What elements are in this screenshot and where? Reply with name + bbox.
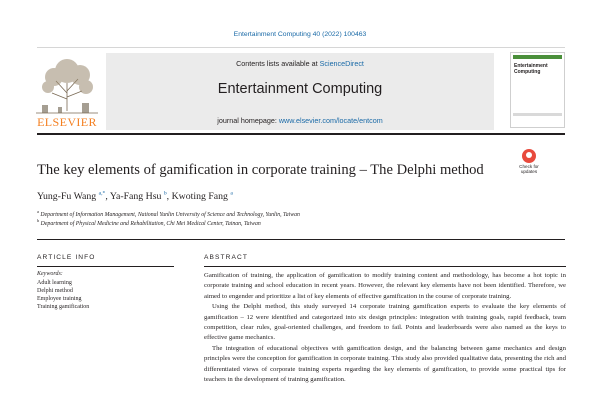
affiliation-text: Department of Physical Medicine and Rehabilitation, Chi Mei Medical Center, Tainan, Taiwan xyxy=(40,221,261,227)
keyword-item: Employee training xyxy=(37,296,82,302)
article-info-divider xyxy=(37,266,174,267)
check-updates-line2: updates xyxy=(520,169,538,175)
article-info-heading: ARTICLE INFO xyxy=(37,254,96,261)
keyword-item: Adult learning xyxy=(37,280,72,286)
keyword-item: Delphi method xyxy=(37,288,73,294)
author-affiliation-mark[interactable]: a,* xyxy=(98,190,106,197)
header-thick-divider xyxy=(37,133,565,135)
homepage-prefix: journal homepage: xyxy=(217,116,279,125)
keyword-item: Training gamification xyxy=(37,304,90,310)
check-updates-line1: Check for xyxy=(519,164,539,169)
keywords-label: Keywords: xyxy=(37,271,63,277)
abstract-body xyxy=(204,271,566,385)
check-updates-label xyxy=(513,164,545,174)
article-title: The key elements of gamification in corporate training – The Delphi method xyxy=(37,162,484,178)
contents-prefix: Contents lists available at xyxy=(236,59,320,68)
cover-title: Entertainment Computing xyxy=(514,63,548,75)
abstract-paragraph: The integration of educational objectives with gamification design, and the balancing between game mechanics and design principles were the conception for gamification in corporate training. This study also provided qualitative data, presenting the rich and differentiated views of corporate training experts regarding the key elements of gamification, to provide some practical tips for teachers in the development of training gamification. xyxy=(204,344,566,384)
abstract-paragraph: Gamification of training, the application of gamification to modify training content and methodology, has become a hot topic in corporate training and school education in recent years. However, the relevant key elements have not been identified. Therefore, we aimed to engender and prioritize a list of key elements of effective gamification in the course of corporate training. xyxy=(204,272,566,300)
affiliation-divider xyxy=(37,239,565,240)
author-affiliation-mark[interactable]: b xyxy=(163,190,167,197)
check-updates-icon xyxy=(522,149,536,163)
contents-availability xyxy=(106,59,494,68)
author-name[interactable]: Yung-Fu Wang xyxy=(37,191,97,202)
check-for-updates-button[interactable] xyxy=(513,149,545,178)
abstract-heading: ABSTRACT xyxy=(204,254,248,261)
author-name[interactable]: Kwoting Fang xyxy=(171,191,228,202)
affiliation-text: Department of Information Management, National Yunlin University of Science and Technology, Yunlin, Taiwan xyxy=(40,212,300,218)
cover-color-bar xyxy=(513,55,562,59)
affiliation-a xyxy=(37,209,557,218)
author-list: Yung-Fu Wang $^{a,*}$, Ya-Fang Hsu $^b$, Kwoting Fang $^a$ xyxy=(37,190,233,202)
journal-citation[interactable]: Entertainment Computing 40 (2022) 100463 xyxy=(233,31,367,38)
affiliation-b xyxy=(37,218,557,227)
header-divider xyxy=(37,47,565,48)
author-affiliation-mark[interactable]: a xyxy=(230,190,233,197)
abstract-paragraph: Using the Delphi method, this study surveyed 14 corporate training gamification experts to evaluate the key elements of gamification – 12 were identified and categorized into six design principles: integration with training goals, rapid feedback, team competition, clear rules, goal-oriented challenges, and freedom to fail. Points and leaderboards were also named as the keys to effective game mechanics. xyxy=(204,303,566,342)
sciencedirect-link[interactable]: ScienceDirect xyxy=(319,59,364,68)
journal-title: Entertainment Computing xyxy=(217,81,383,97)
journal-homepage xyxy=(106,116,494,125)
homepage-link[interactable]: www.elsevier.com/locate/entcom xyxy=(278,116,383,125)
affiliation-mark: a xyxy=(37,209,39,215)
journal-cover-thumbnail[interactable] xyxy=(510,52,565,128)
abstract-divider xyxy=(204,266,566,267)
elsevier-wordmark: ELSEVIER xyxy=(37,115,97,129)
cover-footer-bar xyxy=(513,113,562,116)
affiliation-mark: b xyxy=(37,218,40,224)
author-name[interactable]: Ya-Fang Hsu xyxy=(109,191,162,202)
